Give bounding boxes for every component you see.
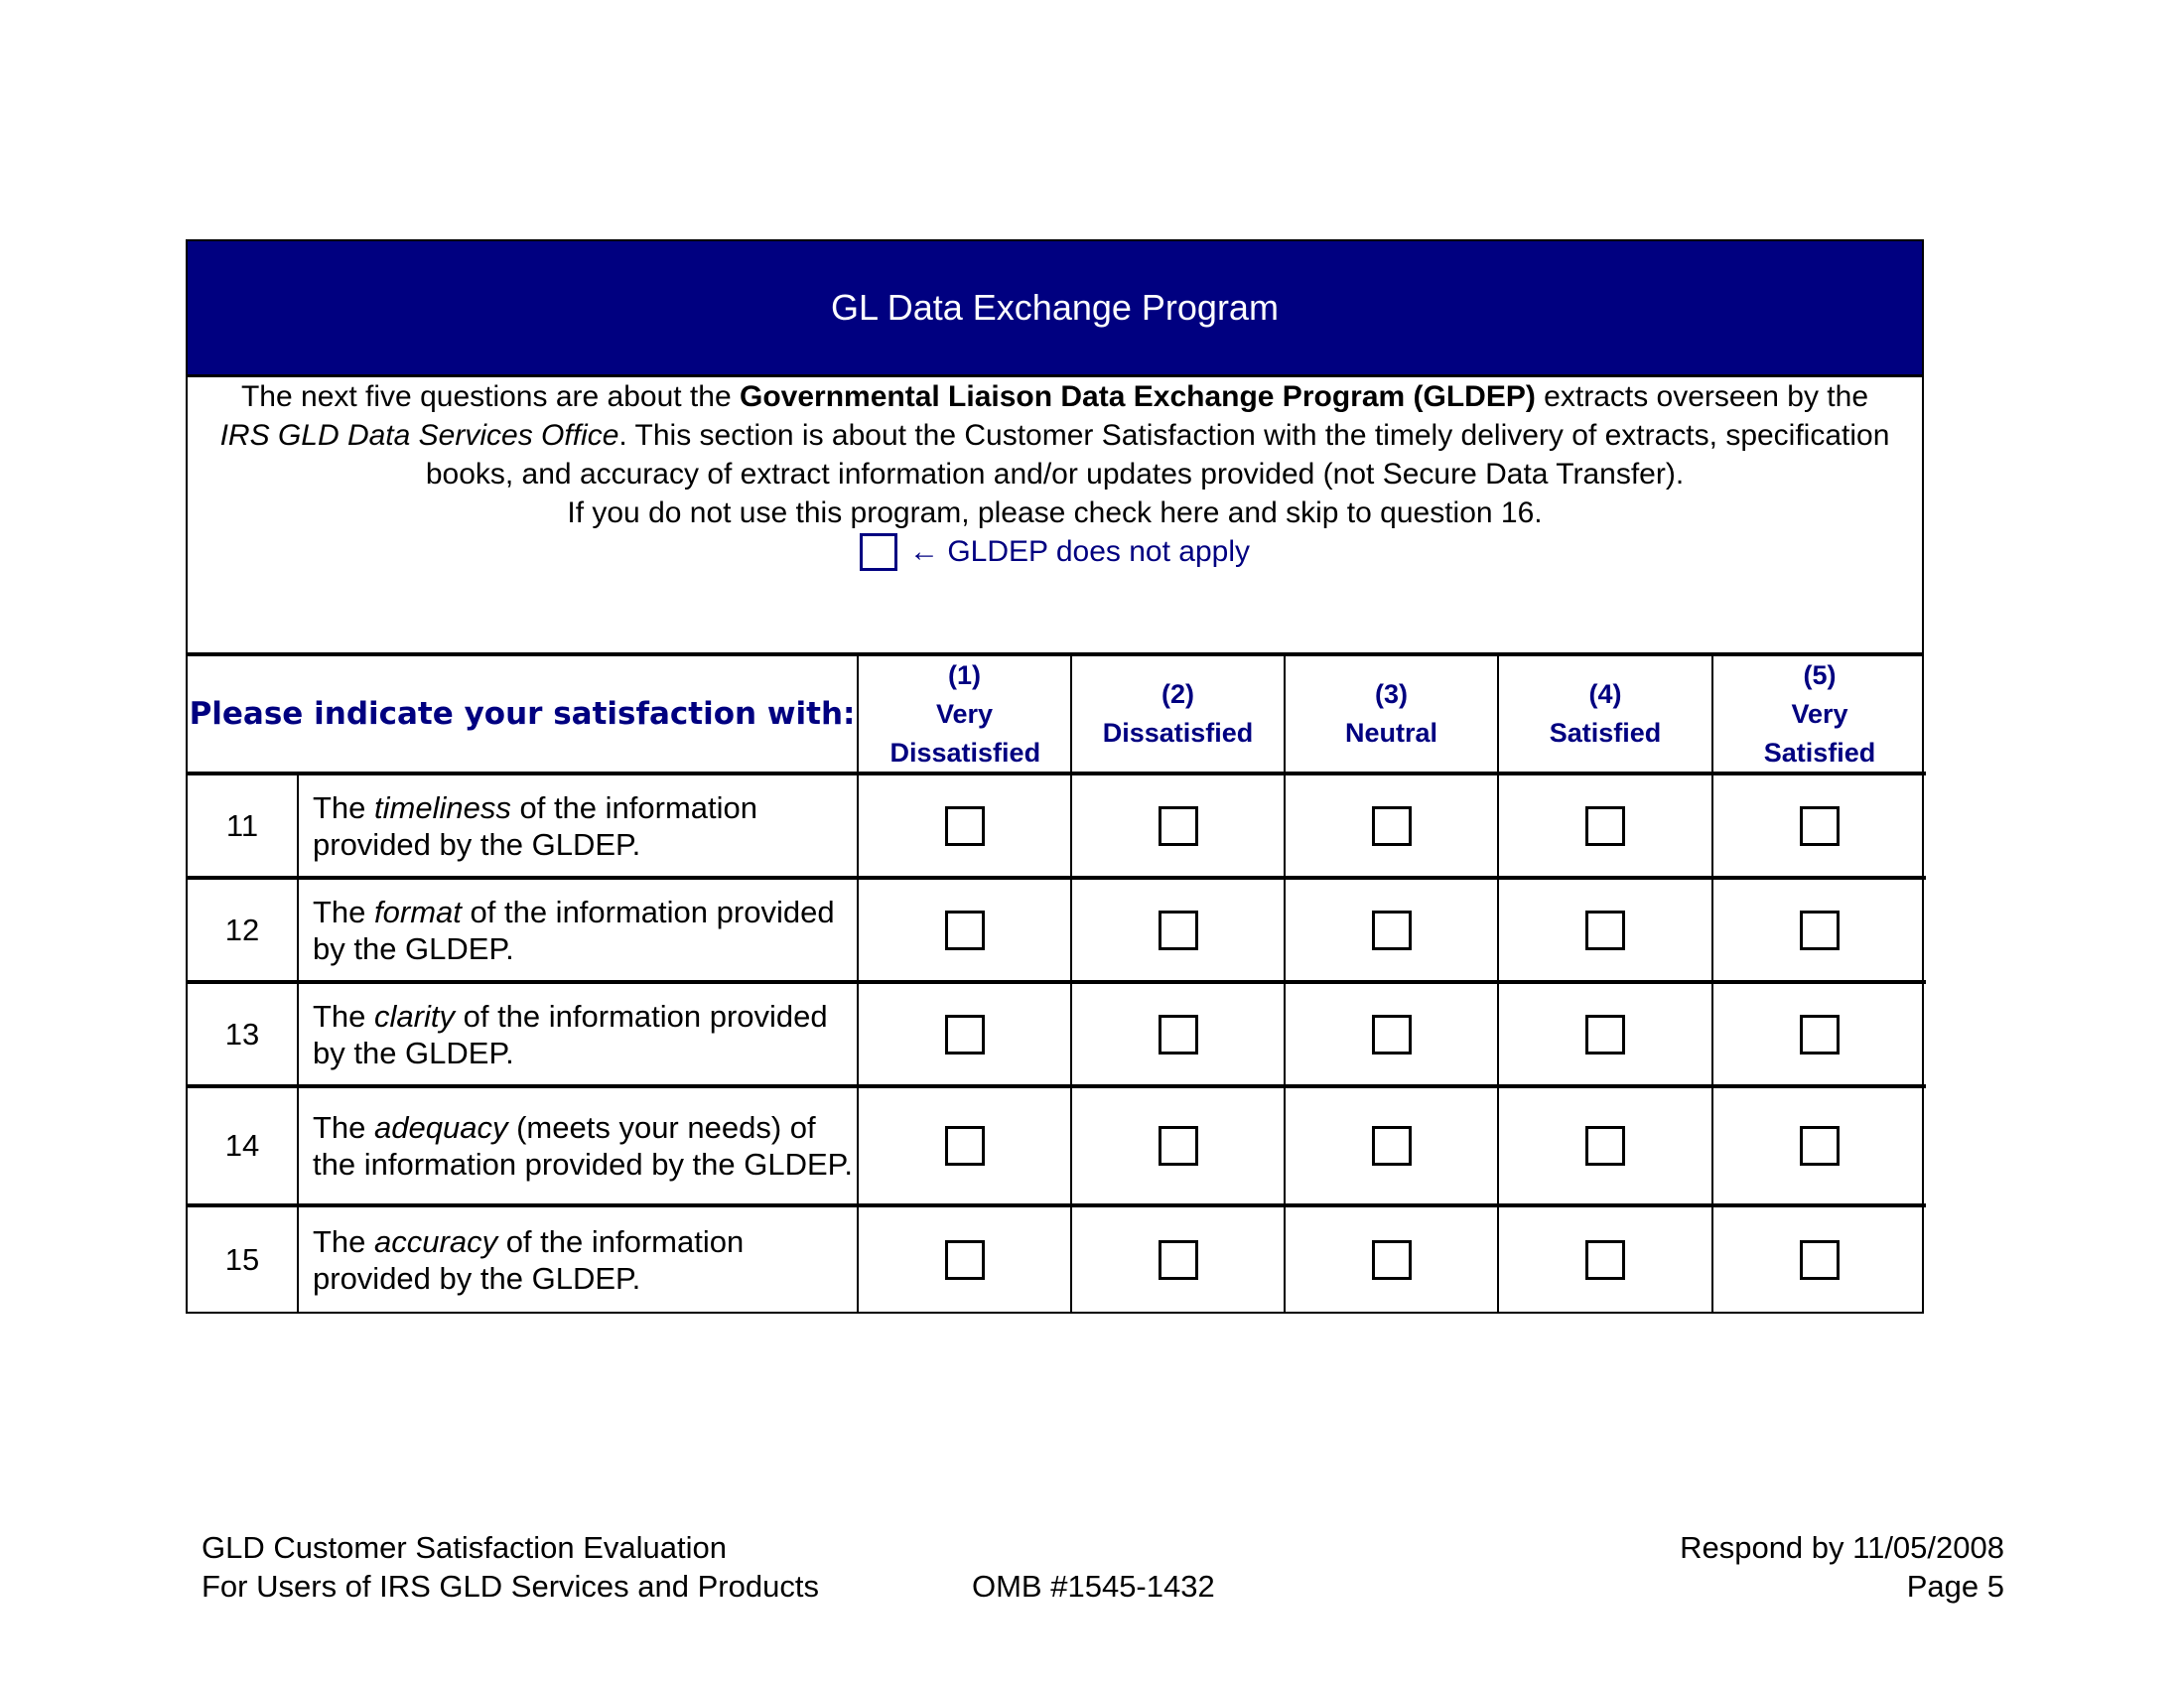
scale-label: Dissatisfied xyxy=(1102,718,1254,748)
question-em: format xyxy=(374,894,462,929)
question-text-content xyxy=(313,789,857,863)
scale-number: (4) xyxy=(1588,679,1622,709)
intro-paragraph xyxy=(215,377,1894,493)
rating-checkbox-q12-3[interactable] xyxy=(1372,911,1412,950)
scale-label: Very Dissatisfied xyxy=(889,698,1041,768)
rating-grid xyxy=(188,656,1922,1312)
rating-cell xyxy=(1713,775,1926,880)
rating-checkbox-q15-3[interactable] xyxy=(1372,1240,1412,1280)
scale-header-1 xyxy=(859,656,1072,775)
footer-left xyxy=(202,1528,819,1606)
rating-checkbox-q13-5[interactable] xyxy=(1800,1015,1840,1055)
intro-text-b: extracts overseen by the xyxy=(1535,380,1869,413)
scale-number: (5) xyxy=(1803,659,1837,690)
scale-header-text xyxy=(1550,675,1662,753)
rating-checkbox-q13-3[interactable] xyxy=(1372,1015,1412,1055)
question-em: timeliness xyxy=(374,789,511,825)
scale-number: (1) xyxy=(948,659,981,690)
rating-cell xyxy=(1499,1207,1713,1312)
rating-prompt: Please indicate your satisfaction with: xyxy=(188,656,859,775)
question-number: 12 xyxy=(188,880,299,984)
question-post: of the information provided by the GLDEP. xyxy=(313,998,828,1070)
rating-cell xyxy=(1286,880,1499,984)
rating-cell xyxy=(1713,1088,1926,1207)
not-apply-label: ← GLDEP does not apply xyxy=(909,535,1250,568)
question-pre: The xyxy=(313,1223,375,1259)
question-text xyxy=(299,1088,859,1207)
scale-number: (2) xyxy=(1161,679,1194,709)
rating-checkbox-q11-5[interactable] xyxy=(1800,806,1840,846)
question-text xyxy=(299,775,859,880)
scale-number: (3) xyxy=(1375,679,1408,709)
scale-label: Satisfied xyxy=(1549,718,1662,748)
rating-checkbox-q15-4[interactable] xyxy=(1585,1240,1625,1280)
rating-checkbox-q12-5[interactable] xyxy=(1800,911,1840,950)
rating-cell xyxy=(1499,775,1713,880)
footer-form-title: GLD Customer Satisfaction Evaluation xyxy=(202,1530,727,1565)
question-pre: The xyxy=(313,998,375,1034)
rating-cell xyxy=(859,1207,1072,1312)
question-post: (meets your needs) of the information provided by the GLDEP. xyxy=(313,1110,853,1182)
rating-cell xyxy=(1286,1088,1499,1207)
question-text-content xyxy=(313,1109,857,1183)
rating-checkbox-q11-3[interactable] xyxy=(1372,806,1412,846)
rating-cell xyxy=(1072,880,1286,984)
rating-checkbox-q13-1[interactable] xyxy=(945,1015,985,1055)
scale-header-3 xyxy=(1286,656,1499,775)
rating-cell xyxy=(1499,1088,1713,1207)
intro-text xyxy=(188,377,1922,656)
rating-checkbox-q12-4[interactable] xyxy=(1585,911,1625,950)
question-pre: The xyxy=(313,789,375,825)
rating-cell xyxy=(1499,984,1713,1088)
question-pre: The xyxy=(313,1110,375,1145)
question-number: 11 xyxy=(188,775,299,880)
skip-instruction: If you do not use this program, please check here and skip to question 16. xyxy=(567,496,1543,529)
rating-cell xyxy=(1072,1207,1286,1312)
question-text-content xyxy=(313,998,857,1071)
rating-checkbox-q15-5[interactable] xyxy=(1800,1240,1840,1280)
rating-cell xyxy=(1286,775,1499,880)
rating-checkbox-q12-2[interactable] xyxy=(1159,911,1198,950)
rating-cell xyxy=(1072,775,1286,880)
footer-page-number: Page 5 xyxy=(1906,1569,2004,1604)
not-apply-checkbox[interactable] xyxy=(860,533,897,571)
rating-checkbox-q12-1[interactable] xyxy=(945,911,985,950)
rating-checkbox-q15-1[interactable] xyxy=(945,1240,985,1280)
section-title: GL Data Exchange Program xyxy=(188,241,1922,377)
intro-program-name: Governmental Liaison Data Exchange Program (GLDEP) xyxy=(739,380,1536,413)
rating-checkbox-q11-1[interactable] xyxy=(945,806,985,846)
footer-omb: OMB #1545-1432 xyxy=(972,1569,1215,1604)
intro-office-name: IRS GLD Data Services Office xyxy=(219,419,619,452)
footer-right xyxy=(1680,1528,2004,1606)
scale-header-text xyxy=(1345,675,1437,753)
rating-cell xyxy=(859,775,1072,880)
question-text-content xyxy=(313,894,857,967)
intro-text-a: The next five questions are about the xyxy=(240,380,740,413)
question-em: accuracy xyxy=(374,1223,498,1259)
rating-cell xyxy=(1713,984,1926,1088)
scale-header-5 xyxy=(1713,656,1926,775)
not-apply-option[interactable] xyxy=(215,532,1894,571)
rating-cell xyxy=(1499,880,1713,984)
rating-cell xyxy=(859,984,1072,1088)
rating-cell xyxy=(1072,984,1286,1088)
rating-cell xyxy=(1286,1207,1499,1312)
rating-checkbox-q13-4[interactable] xyxy=(1585,1015,1625,1055)
footer-respond-by: Respond by 11/05/2008 xyxy=(1680,1530,2004,1565)
intro-text-c: . This section is about the Customer Satisfaction with the timely delivery of extracts, specification books, and accuracy of extract information and/or updates provided (not Secure Data Transfer). xyxy=(425,419,1890,491)
question-text-content xyxy=(313,1223,857,1297)
question-number: 15 xyxy=(188,1207,299,1312)
scale-header-2 xyxy=(1072,656,1286,775)
scale-header-text xyxy=(1103,675,1254,753)
rating-cell xyxy=(1713,1207,1926,1312)
rating-cell xyxy=(859,1088,1072,1207)
question-post: of the information provided by the GLDEP. xyxy=(313,789,757,862)
question-number: 14 xyxy=(188,1088,299,1207)
rating-checkbox-q14-1[interactable] xyxy=(945,1126,985,1166)
rating-cell xyxy=(1072,1088,1286,1207)
question-post: of the information provided by the GLDEP. xyxy=(313,1223,745,1296)
scale-label: Neutral xyxy=(1344,718,1438,748)
rating-cell xyxy=(859,880,1072,984)
scale-header-text xyxy=(890,656,1039,773)
scale-header-4 xyxy=(1499,656,1713,775)
survey-table xyxy=(186,239,1924,1314)
question-text xyxy=(299,880,859,984)
rating-checkbox-q13-2[interactable] xyxy=(1159,1015,1198,1055)
rating-cell xyxy=(1286,984,1499,1088)
rating-checkbox-q15-2[interactable] xyxy=(1159,1240,1198,1280)
rating-checkbox-q14-2[interactable] xyxy=(1159,1126,1198,1166)
rating-checkbox-q14-3[interactable] xyxy=(1372,1126,1412,1166)
rating-cell xyxy=(1713,880,1926,984)
rating-checkbox-q11-2[interactable] xyxy=(1159,806,1198,846)
question-number: 13 xyxy=(188,984,299,1088)
question-em: clarity xyxy=(374,998,455,1034)
rating-checkbox-q14-5[interactable] xyxy=(1800,1126,1840,1166)
scale-label: Very Satisfied xyxy=(1763,698,1876,768)
rating-checkbox-q14-4[interactable] xyxy=(1585,1126,1625,1166)
question-em: adequacy xyxy=(374,1110,508,1145)
question-pre: The xyxy=(313,894,375,929)
rating-checkbox-q11-4[interactable] xyxy=(1585,806,1625,846)
question-text xyxy=(299,984,859,1088)
footer-form-subtitle: For Users of IRS GLD Services and Products xyxy=(202,1569,819,1604)
question-text xyxy=(299,1207,859,1312)
question-post: of the information provided by the GLDEP. xyxy=(313,894,835,966)
scale-header-text xyxy=(1745,656,1894,773)
